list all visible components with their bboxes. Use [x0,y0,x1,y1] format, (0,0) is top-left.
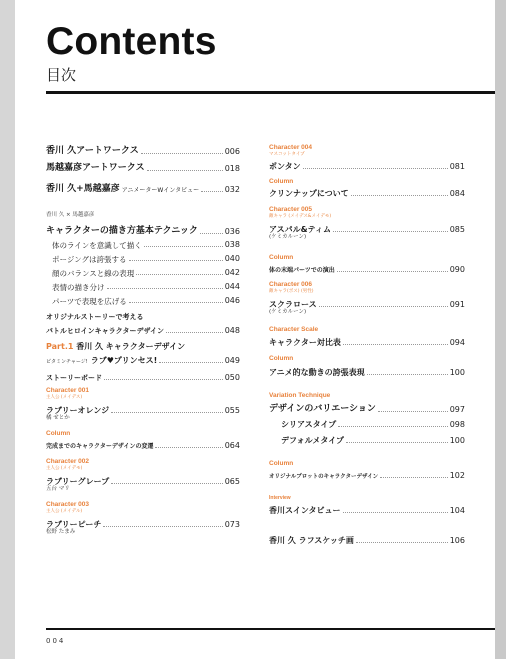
leader-dots [343,512,448,513]
toc-entry-title: 香川 久+馬越嘉彦 [46,184,120,194]
toc-entry[interactable] [269,502,465,515]
section-label: Column [269,460,294,467]
toc-entry-title: ポンタン [269,162,301,171]
part-title: 香川 久 キャラクターデザイン [76,342,186,351]
toc-entry[interactable] [46,160,240,173]
toc-entry[interactable] [269,432,465,445]
leader-dots [155,447,222,448]
toc-entry-title: ラブリーグレープ [46,477,110,486]
leader-dots [343,344,448,345]
toc-entry-title: 香川 久 ラフスケッチ画 [269,536,354,545]
toc-entry-title: 香川 久アートワークス [46,146,139,156]
toc-entry[interactable] [269,416,465,429]
toc-entry[interactable] [46,516,240,529]
toc-entry[interactable] [46,181,240,194]
section-sublabel: 敵キャラ(ボス) (男性) [269,289,314,294]
entry-note: 五台 マリ [46,486,70,492]
toc-entry-prefix: ビタミンチャージ! [46,359,88,365]
toc-entry[interactable] [46,143,240,156]
leader-dots [200,233,223,234]
leader-dots [136,274,222,275]
entry-note: 橘 せとか [46,415,70,421]
toc-entry-page: 090 [449,265,465,274]
toc-entry-title: 顔のバランスと線の表現 [52,268,135,278]
toc-entry[interactable] [46,322,240,335]
leader-dots [141,153,223,154]
leader-dots [129,302,223,303]
section-label: Character Scale [269,326,319,333]
leader-dots [144,246,223,247]
toc-entry[interactable] [269,221,465,234]
toc-entry-page: 064 [224,441,240,450]
leader-dots [380,477,448,478]
toc-entry-page: 006 [224,147,240,156]
toc-entry-title: アニメ的な動きの誇張表現 [269,368,365,377]
entry-pretitle: オリジナルストーリーで考える [46,313,144,321]
leader-dots [378,411,448,412]
toc-entry-suffix: アニメーターWインタビュー [121,187,200,194]
section-label: Column [269,355,294,362]
section-sublabel: 主人公 (メイデル) [46,509,83,514]
toc-entry-page: 044 [224,282,240,291]
section-label: Character 006 [269,281,312,288]
toc-entry-page: 100 [449,436,465,445]
header-rule [46,91,495,94]
toc-entry-title: アスパル&ティム [269,225,332,234]
toc-entry-title: パーツで表現を広げる [52,296,127,306]
toc-entry[interactable] [46,369,240,382]
leader-dots [338,426,447,427]
toc-entry[interactable] [46,473,240,486]
page-subtitle: 目次 [46,66,77,84]
leader-dots [319,306,448,307]
toc-entry-page: 073 [224,520,240,529]
toc-entry-page: 085 [449,225,465,234]
leader-dots [351,195,448,196]
section-label: Column [269,254,294,261]
toc-entry-page: 100 [449,368,465,377]
leader-dots [107,288,223,289]
toc-entry-page: 036 [224,227,240,236]
toc-entry[interactable] [46,250,240,263]
toc-entry-title: クリンナップについて [269,189,349,198]
part-heading [46,343,185,351]
page-number: 004 [46,637,66,645]
toc-entry-title: ラブリーオレンジ [46,406,110,415]
entry-pretitle: 香川 久 × 馬越嘉彦 [46,212,95,218]
toc-entry[interactable] [269,158,465,171]
toc-entry-page: 046 [224,296,240,305]
section-label: Variation Technique [269,392,331,399]
toc-entry-title: 馬越嘉彦アートワークス [46,163,145,173]
section-label: Character 005 [269,206,312,213]
part-label: Part.1 [46,342,74,351]
toc-entry-title: オリジナルプロットのキャラクターデザイン [269,473,379,480]
section-label: Column [46,430,71,437]
toc-entry-page: 055 [224,406,240,415]
toc-entry-title: シリアスタイプ [281,420,337,429]
section-sublabel: 主人公 (メイデス) [46,395,83,400]
toc-entry-title: バトルヒロインキャラクターデザイン [46,327,165,335]
toc-entry[interactable] [46,223,240,236]
toc-entry-title: ポージングは誇張する [52,254,127,264]
page-edge [495,0,506,659]
leader-dots [111,483,222,484]
section-label: Character 003 [46,501,89,508]
leader-dots [367,374,448,375]
leader-dots [166,332,223,333]
toc-entry-page: 040 [224,254,240,263]
toc-entry-page: 049 [224,356,240,365]
toc-entry-title: ラブリーピーチ [46,520,102,529]
page-title: Contents [46,20,217,63]
leader-dots [129,260,223,261]
toc-entry[interactable] [269,532,465,545]
section-label: Character 004 [269,144,312,151]
toc-entry-page: 032 [224,185,240,194]
leader-dots [201,191,223,192]
toc-entry[interactable] [46,264,240,277]
toc-entry[interactable] [269,364,465,377]
toc-entry[interactable] [269,185,465,198]
toc-entry[interactable] [269,467,465,480]
toc-entry-title: スクラロース [269,300,317,309]
toc-entry-title: 体の末端パーツでの演出 [269,267,335,274]
toc-entry-title: キャラクターの描き方基本テクニック [46,226,198,236]
toc-entry-title: 表情の描き分け [52,282,105,292]
leader-dots [356,542,448,543]
toc-entry-page: 042 [224,268,240,277]
leader-dots [147,170,223,171]
toc-entry-page: 097 [449,405,465,414]
toc-entry-page: 091 [449,300,465,309]
toc-entry[interactable] [46,402,240,415]
section-label: Column [269,178,294,185]
toc-entry-title: 完成までのキャラクターデザインの変遷 [46,443,154,450]
toc-entry-title: デフォルメタイプ [281,436,344,445]
section-sublabel: 主人公 (メイデモ) [46,466,83,471]
toc-entry-title: 香川スインタビュー [269,506,341,515]
toc-entry[interactable] [269,261,465,274]
toc-entry-page: 102 [449,471,465,480]
leader-dots [104,379,223,380]
leader-dots [103,526,222,527]
toc-entry-page: 018 [224,164,240,173]
leader-dots [346,442,448,443]
toc-entry[interactable] [46,292,240,305]
toc-entry[interactable] [46,236,240,249]
entry-note: (ケミカルーン) [269,234,307,240]
entry-note: (ケミカルーン) [269,309,307,315]
section-label: Character 002 [46,458,89,465]
toc-entry-title: 体のラインを意識して描く [52,240,142,250]
leader-dots [111,412,223,413]
toc-entry-page: 094 [449,338,465,347]
toc-entry-page: 065 [224,477,240,486]
toc-entry[interactable] [269,334,465,347]
toc-entry[interactable] [46,437,240,450]
toc-entry-page: 050 [224,373,240,382]
leader-dots [159,362,222,363]
toc-entry-page: 081 [449,162,465,171]
toc-page [15,0,495,659]
toc-entry-page: 038 [224,240,240,249]
toc-entry[interactable] [269,296,465,309]
section-sublabel: 敵キャラ (メイデス&メイデモ) [269,214,332,219]
toc-entry[interactable] [269,401,465,414]
section-label: Interview [269,495,291,501]
toc-entry[interactable] [46,352,240,365]
leader-dots [333,231,448,232]
entry-note: 松野 たまみ [46,529,76,535]
toc-entry-title: ラブ♥プリンセス! [90,356,158,365]
toc-entry-title: ストーリーボード [46,374,102,382]
toc-entry[interactable] [46,278,240,291]
toc-entry-page: 048 [224,326,240,335]
toc-entry-title: キャラクター対比表 [269,338,341,347]
leader-dots [337,271,448,272]
section-label: Character 001 [46,387,89,394]
leader-dots [303,168,448,169]
toc-entry-page: 098 [449,420,465,429]
footer-rule [46,628,495,630]
section-sublabel: マスコットタイプ [269,152,305,157]
toc-entry-page: 084 [449,189,465,198]
toc-entry-page: 106 [449,536,465,545]
toc-entry-title: デザインのバリエーション [269,404,376,414]
toc-entry-page: 104 [449,506,465,515]
